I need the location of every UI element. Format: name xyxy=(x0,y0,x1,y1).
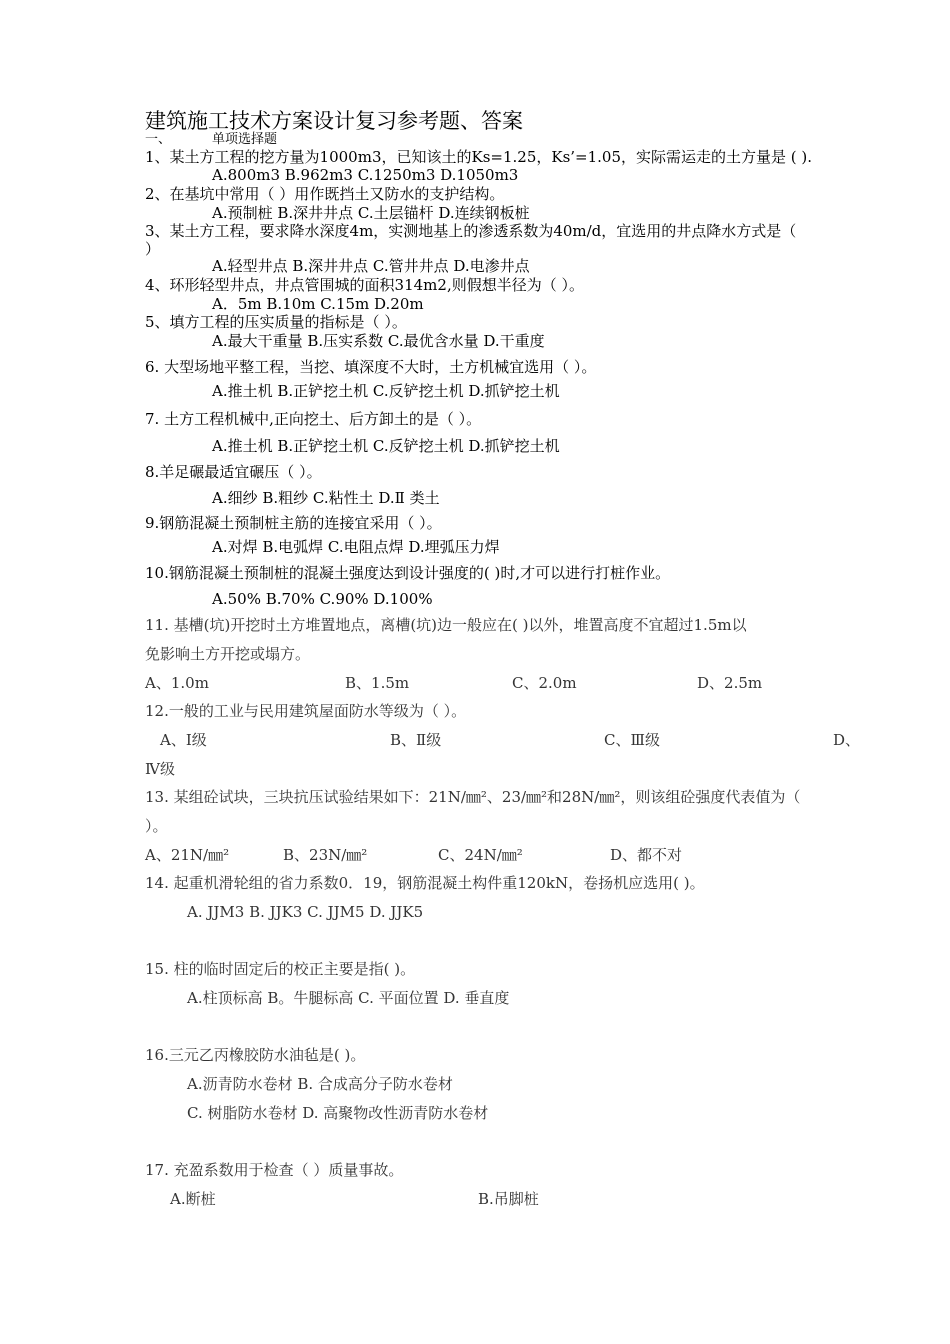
option-c: C、2.0m xyxy=(512,674,577,692)
question-7: 7. 土方工程机械中,正向挖土、后方卸土的是（ ）。 xyxy=(145,410,482,428)
question-14: 14. 起重机滑轮组的省力系数0．19，钢筋混凝土构件重120kN，卷扬机应选用( )。 xyxy=(145,874,705,892)
question-6-options: A.推土机 B.正铲挖土机 C.反铲挖土机 D.抓铲挖土机 xyxy=(212,382,560,400)
question-11: 11. 基槽(坑)开挖时土方堆置地点，离槽(坑)边一般应在( )以外，堆置高度不宜超过1.5m以 xyxy=(145,616,747,634)
document-title: 建筑施工技术方案设计复习参考题、答案 xyxy=(145,109,523,133)
option-a: A.断桩 xyxy=(170,1190,216,1208)
option-b: B、Ⅱ级 xyxy=(390,731,442,749)
question-16: 16.三元乙丙橡胶防水油毡是( )。 xyxy=(145,1046,366,1064)
question-8-options: A.细纱 B.粗纱 C.粘性土 D.Ⅱ 类土 xyxy=(212,489,440,507)
question-10: 10.钢筋混凝土预制桩的混凝土强度达到设计强度的( )时,才可以进行打桩作业。 xyxy=(145,564,671,582)
option-d: D、 xyxy=(833,731,861,749)
question-12-option-d-continuation: Ⅳ级 xyxy=(145,760,175,778)
question-5-options: A.最大干重量 B.压实系数 C.最优含水量 D.干重度 xyxy=(212,332,545,350)
option-d: D、都不对 xyxy=(610,846,683,864)
question-15-options: A.柱顶标高 B。牛腿标高 C. 平面位置 D. 垂直度 xyxy=(187,989,510,1007)
question-1: 1、某土方工程的挖方量为1000m3，已知该土的Ks=1.25，Ks’=1.05，实际需运走的土方量是 ( ). xyxy=(145,148,813,166)
option-b: B.吊脚桩 xyxy=(478,1190,539,1208)
question-17: 17. 充盈系数用于检查（ ）质量事故。 xyxy=(145,1161,404,1179)
option-a: A、1.0m xyxy=(145,674,209,692)
question-3: 3、某土方工程，要求降水深度4m，实测地基上的渗透系数为40m/d，宜选用的井点降水方式是（ xyxy=(145,222,797,240)
question-10-options: A.50% B.70% C.90% D.100% xyxy=(212,590,433,608)
option-c: C、24N/㎜² xyxy=(438,846,523,864)
question-16-options-line1: A.沥青防水卷材 B. 合成高分子防水卷材 xyxy=(187,1075,453,1093)
question-12: 12.一般的工业与民用建筑屋面防水等级为（ ）。 xyxy=(145,702,467,720)
question-11-continuation: 免影响土方开挖或塌方。 xyxy=(145,645,311,663)
option-d: D、2.5m xyxy=(697,674,763,692)
section-heading: 单项选择题 xyxy=(212,132,278,147)
question-3-continuation: ） xyxy=(145,240,161,258)
question-1-options: A.800m3 B.962m3 C.1250m3 D.1050m3 xyxy=(212,166,519,184)
option-b: B、1.5m xyxy=(345,674,410,692)
section-number: 一、 xyxy=(145,132,172,147)
question-15: 15. 柱的临时固定后的校正主要是指( )。 xyxy=(145,960,416,978)
option-c: C、Ⅲ级 xyxy=(604,731,660,749)
question-7-options: A.推土机 B.正铲挖土机 C.反铲挖土机 D.抓铲挖土机 xyxy=(212,437,560,455)
option-a: A、21N/㎜² xyxy=(145,846,230,864)
question-9-options: A.对焊 B.电弧焊 C.电阻点焊 D.埋弧压力焊 xyxy=(212,538,500,556)
question-9: 9.钢筋混凝土预制桩主筋的连接宜采用（ ）。 xyxy=(145,514,442,532)
question-6: 6. 大型场地平整工程，当挖、填深度不大时，土方机械宜选用（ ）。 xyxy=(145,358,597,376)
option-a: A、Ⅰ级 xyxy=(160,731,207,749)
question-16-options-line2: C. 树脂防水卷材 D. 高聚物改性沥青防水卷材 xyxy=(187,1104,489,1122)
question-13: 13. 某组砼试块，三块抗压试验结果如下：21N/㎜²、23/㎜²和28N/㎜²，则该组砼强度代表值为（ xyxy=(145,788,801,806)
option-b: B、23N/㎜² xyxy=(283,846,368,864)
question-2: 2、在基坑中常用（ ）用作既挡土又防水的支护结构。 xyxy=(145,185,505,203)
question-2-options: A.预制桩 B.深井井点 C.土层锚杆 D.连续钢板桩 xyxy=(212,204,530,222)
question-8: 8.羊足碾最适宜碾压（ ）。 xyxy=(145,463,322,481)
question-3-options: A.轻型井点 B.深井井点 C.管井井点 D.电渗井点 xyxy=(212,257,530,275)
question-14-options: A. JJM3 B. JJK3 C. JJM5 D. JJK5 xyxy=(187,903,424,921)
question-4: 4、环形轻型井点，井点管围城的面积314m2,则假想半径为（ ）。 xyxy=(145,276,584,294)
question-5: 5、填方工程的压实质量的指标是（ ）。 xyxy=(145,313,407,331)
question-13-continuation: ）。 xyxy=(145,817,168,835)
question-4-options: A．5m B.10m C.15m D.20m xyxy=(212,295,424,313)
